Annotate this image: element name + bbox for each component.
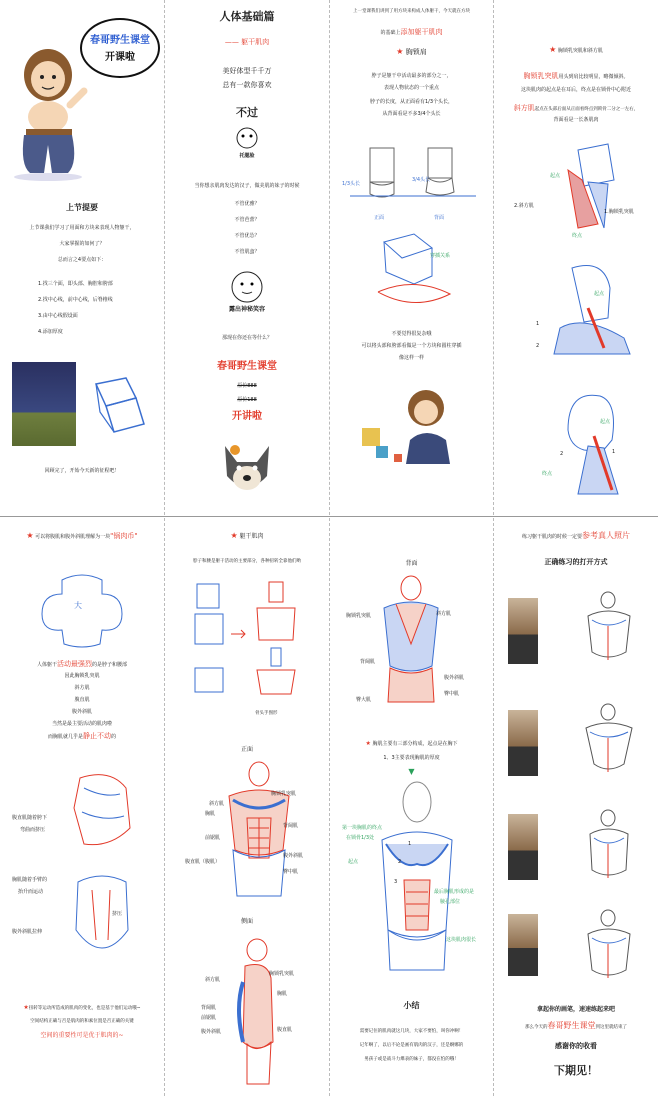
- muscle-number: 1: [536, 321, 540, 327]
- view-heading: 正面: [240, 746, 253, 753]
- body-text: 人体躯干: [36, 662, 57, 668]
- summary-line: 需要记住的肌肉就这几块，大家不要怕，叫你冲啊！: [359, 1029, 464, 1034]
- chest-label: 这块肌肉很长: [446, 937, 477, 943]
- panel-back-chest: [330, 518, 493, 1096]
- muscle-label: 前锯肌: [201, 1015, 217, 1021]
- brand-title: 春哥野生课堂: [217, 361, 277, 372]
- reference-photo: [508, 814, 538, 880]
- bubble-line-1: 春哥野生课堂: [90, 35, 150, 46]
- panel-torso-muscles: [165, 518, 329, 1096]
- summary-line: 男孩子或是战斗力爆表的妹子，都没在怕的哦！: [364, 1057, 459, 1062]
- side-torso-muscles-diagram: [227, 938, 287, 1088]
- muscle-line: 这块肌肉的起点是在耳后，终点是在锁骨中心附近: [520, 87, 631, 93]
- thanks-line: 感谢你的收看: [555, 1042, 597, 1050]
- recap-line: 总而言之4要点如下：: [57, 257, 107, 263]
- body-line: [0, 660, 164, 669]
- chest-number: 1: [408, 841, 412, 847]
- panel-practice: [494, 518, 658, 1096]
- muscle-label: 斜方肌: [205, 977, 221, 983]
- chest-label: 第一块胸肌的终点: [342, 825, 383, 831]
- muscle-name: 胸锁乳突肌: [523, 72, 559, 80]
- muscle-label: 1.胸锁乳突肌: [604, 209, 634, 215]
- star-icon: ★: [396, 47, 404, 56]
- body-highlight: 活动最强烈: [57, 660, 92, 668]
- star-icon: ★: [26, 531, 34, 540]
- section-title: 胸锁乳突肌和斜方肌: [557, 48, 603, 54]
- section-heading: [494, 46, 658, 55]
- muscle-desc: 用头到肩比较明显，略微倾斜。: [558, 74, 629, 80]
- muscle-label: 胸肌: [277, 991, 288, 997]
- next-episode: 下期见！: [554, 1064, 598, 1077]
- muscle-line: 背面看是一长条肌肉: [553, 117, 599, 123]
- figure-sketch: [578, 808, 642, 888]
- closing-line: 拿起你的画笔，速速练起来吧: [536, 1006, 615, 1013]
- footer-text: 扭转等运动所造成的肌肉的变化，也是基于他们运动哦~: [28, 1006, 141, 1011]
- point-label: 终点: [542, 471, 553, 477]
- chest-number: 3: [394, 879, 398, 885]
- panel-recap: [0, 0, 164, 515]
- closing-text: 到这里就结束了: [595, 1025, 627, 1030]
- muscle-number: 2: [560, 451, 564, 457]
- question-item: 不管优雅？: [234, 201, 260, 207]
- recap-point: 3.由中心线假设面: [38, 313, 78, 319]
- muscle-label: 背阔肌: [360, 659, 376, 665]
- old-price: 原价188: [237, 397, 257, 403]
- recap-footer: 回顾完了，开始今天新的征程吧！: [44, 468, 120, 474]
- emoji-caption: 托腮脸: [239, 153, 255, 159]
- closing-brand: 春哥野生课堂: [547, 1021, 596, 1030]
- neck-muscle-diagram-front: [538, 140, 638, 230]
- section-title: 上节提要: [66, 203, 98, 212]
- muscle-label: 臀中肌: [283, 869, 299, 875]
- muscle-label: 斜方肌: [209, 801, 225, 807]
- note-line: 像这样一样: [398, 355, 424, 361]
- muscle-label: 腹直肌（腹肌）: [185, 859, 221, 865]
- annotation: 腹直肌随着胯下: [12, 815, 48, 821]
- muscle-label: 胸肌: [205, 811, 216, 817]
- muscle-label: 胸锁乳突肌: [346, 613, 372, 619]
- section-title: 可以将腹肌和腹外斜肌理解为一块: [35, 534, 111, 540]
- question-line: 当你想亲肌肉发达的汉子，做美肌的妹子的时候: [194, 183, 300, 189]
- recap-point: 4.添加厚度: [38, 329, 63, 335]
- star-icon: ★: [23, 1004, 29, 1011]
- page-title: 人体基础篇: [219, 10, 275, 23]
- panel-neck: [330, 0, 493, 515]
- body-line: 腹外斜肌: [71, 709, 92, 715]
- panel-intro: [165, 0, 329, 515]
- body-line: 斜方肌: [74, 685, 90, 691]
- intro-line: 上一堂课我们讲到了用方块来构成人体躯干，今天就在方块: [353, 9, 470, 14]
- neck-label: 1/3头长: [342, 181, 361, 187]
- muscle-label: 背阔肌: [201, 1005, 217, 1011]
- point-label: 终点: [572, 233, 583, 239]
- panel-neck-muscles: [494, 0, 658, 515]
- star-icon: ★: [365, 740, 371, 747]
- desc-line: 表现人物状态的一个重点: [383, 85, 439, 91]
- recap-point: 2.找中心线，前中心线，后脊椎线: [38, 297, 113, 303]
- muscle-number: 2: [536, 343, 540, 349]
- muscle-number: 1: [612, 449, 616, 455]
- muscle-label: 腹直肌: [277, 1027, 293, 1033]
- neck-label: 3/4头长: [412, 177, 431, 183]
- muscle-label: 腹外斜肌: [444, 675, 465, 681]
- back-torso-muscles-diagram: [376, 574, 446, 704]
- title-highlight: "锅肉币": [110, 532, 138, 540]
- figure-sketch: [578, 702, 642, 782]
- reference-photo: [508, 710, 538, 776]
- muscle-line: [494, 104, 658, 114]
- pot-glyph: 大: [74, 601, 82, 610]
- not-heading: 不过: [236, 106, 258, 119]
- section-title: 胸肌主要有三部分构成，起点是在胸下: [372, 741, 458, 747]
- arrow-down-icon: ▼: [408, 767, 415, 776]
- muscle-label: 前锯肌: [205, 835, 221, 841]
- desc-line: 脖子和腰是躯干活动的主要部分，各种扭转全靠他们哟: [193, 559, 301, 564]
- reference-photo: [508, 598, 538, 664]
- muscle-label: 背阔肌: [283, 823, 299, 829]
- desc-line: 从背面看是不多3/4个头长: [382, 111, 441, 117]
- annotation: 弯曲而挤压: [20, 827, 46, 833]
- intro-line: [330, 28, 493, 37]
- star-icon: ★: [230, 531, 238, 540]
- annotation: 腹外斜肌拉伸: [12, 929, 43, 935]
- torso-bend-sketch: [60, 768, 140, 858]
- row-divider: [0, 516, 658, 517]
- footer-line: 空间结构正确与否是肌肉的和素位置是否正确的关键: [30, 1019, 134, 1024]
- practice-line: [494, 532, 658, 541]
- star-icon: ★: [549, 45, 557, 54]
- muscle-label: 腹外斜肌: [201, 1029, 222, 1035]
- wear-label: 穿插关系: [430, 253, 451, 259]
- smirk-face-icon: [230, 270, 264, 304]
- muscle-name: 斜方肌: [513, 104, 535, 112]
- girl-blocks-illustration: [354, 380, 464, 470]
- muscle-label: 2.斜方肌: [514, 203, 534, 209]
- muscle-line: [494, 72, 658, 81]
- note-line: 可以将头部和胯部看做是一个方块和圆柱穿插: [361, 343, 462, 349]
- recap-line: 大家掌握的如何了？: [59, 241, 105, 247]
- section-heading: [0, 532, 164, 541]
- intro-line: 总有一款你喜欢: [222, 81, 272, 89]
- annotation: 挤压: [112, 911, 123, 917]
- body-line: 当然是最主要活动的肌肉啦: [51, 721, 112, 727]
- question-item: 不管肌蛮？: [234, 249, 260, 255]
- old-price: 原价888: [237, 383, 257, 389]
- intro-prefix: 的基础上: [380, 30, 401, 36]
- bubble-line-2: 开课啦: [105, 52, 135, 63]
- body-line: 因此胸锁乳突肌: [64, 673, 100, 679]
- practice-highlight: 参考真人照片: [582, 531, 630, 540]
- intro-line: 美好体型千千万: [222, 67, 272, 75]
- chest-label: 腋孔部位: [440, 899, 461, 905]
- body-text: 的: [111, 734, 117, 740]
- muscle-label: 斜方肌: [436, 611, 452, 617]
- neck-muscle-diagram-side: [544, 258, 634, 358]
- muscle-label: 臀中肌: [444, 691, 460, 697]
- chest-label: 最后胸肌形成的是: [434, 889, 475, 895]
- section-title: 胸锁肩: [405, 48, 427, 56]
- torso-box-sketch: [86, 372, 156, 442]
- ask-line: 那现在你还在等什么？: [221, 335, 272, 341]
- caption: 骨头手图形: [255, 711, 278, 716]
- section-subtitle: 1、3主要表现胸肌的厚度: [383, 755, 440, 761]
- summary-line: 记年啊了，以后不论是画有肌肉的汉子，还是婀娜的: [359, 1043, 464, 1048]
- view-label: 正面: [374, 215, 385, 221]
- panel-abs: [0, 518, 164, 1096]
- view-label: 背面: [434, 215, 445, 221]
- summary-heading: 小结: [403, 1001, 420, 1010]
- practice-subheading: 正确练习的打开方式: [544, 558, 608, 566]
- body-text: 而胸肌就几乎是: [47, 734, 83, 740]
- emoji-caption: 露出神秘笑容: [228, 306, 265, 313]
- closing-text: 那么今天的: [525, 1025, 548, 1030]
- chest-label: 在锁骨1/3处: [346, 835, 375, 841]
- section-heading: [165, 532, 329, 541]
- view-heading: 背面: [405, 560, 418, 567]
- dog-mascot-illustration: [215, 436, 279, 500]
- speech-bubble: [80, 18, 160, 78]
- baseball-photo: [12, 362, 76, 446]
- annotation: 抬升而运动: [18, 889, 44, 895]
- desc-line: 脖子是躯干中活动最多的部分之一，: [371, 73, 452, 79]
- muscle-label: 臀大肌: [356, 697, 372, 703]
- section-heading: [330, 48, 493, 56]
- reference-photo: [508, 914, 538, 976]
- practice-text: 练习躯干肌肉的时候一定要: [521, 534, 582, 540]
- view-heading: 侧面: [240, 918, 253, 925]
- muscle-label: 胸锁乳突肌: [271, 791, 297, 797]
- section-title: 躯干肌肉: [239, 533, 264, 540]
- annotation: 胸肌随着手臂的: [12, 877, 48, 883]
- chest-label: 起点: [348, 859, 359, 865]
- point-label: 起点: [594, 291, 605, 297]
- muscle-desc: 起点在头部后面从正面看终点到锁骨二分之一左右，: [534, 107, 639, 112]
- neck-muscle-diagram-profile: [548, 390, 638, 500]
- body-line: [0, 732, 164, 741]
- muscle-label: 腹外斜肌: [283, 853, 304, 859]
- figure-sketch: [578, 908, 642, 984]
- open-text: 开讲啦: [232, 411, 262, 422]
- question-item: 不管优怂？: [234, 233, 260, 239]
- note-line: 不要觉得很复杂哦: [391, 331, 432, 337]
- body-highlight: 静止不动: [83, 732, 111, 740]
- point-label: 起点: [550, 173, 561, 179]
- section-heading: [330, 740, 493, 748]
- figure-sketch: [578, 590, 642, 670]
- question-item: 不管芭蕾？: [234, 217, 260, 223]
- point-label: 起点: [600, 419, 611, 425]
- box-to-bone-sketch: [187, 578, 307, 698]
- emoji-face-icon: [232, 126, 262, 152]
- front-torso-muscles-diagram: [219, 760, 299, 900]
- page-subtitle: —— 躯干肌肉: [224, 38, 270, 46]
- pot-shape-sketch: [32, 570, 132, 650]
- desc-line: 脖子的长度，从正面看有1/3个头长，: [369, 99, 454, 105]
- muscle-label: 胸锁乳突肌: [269, 971, 295, 977]
- neck-shoulder-sketch: [374, 232, 454, 312]
- torso-twist-sketch: [62, 870, 142, 970]
- footer-highlight: 空间的重要性可是优于肌肉的~: [40, 1032, 124, 1039]
- closing-line: [494, 1022, 658, 1032]
- chest-muscles-diagram: [372, 780, 462, 980]
- body-text: 的是脖子和腰部: [92, 662, 128, 668]
- intro-highlight: 添加躯干肌肉: [400, 28, 443, 36]
- body-line: 腹直肌: [74, 697, 90, 703]
- chest-number: 2: [398, 859, 402, 865]
- recap-line: 上节课我们学习了用面和方块来表现人物躯干，: [29, 225, 135, 231]
- recap-point: 1.找三个面，即头部、胸腔和胯部: [38, 281, 113, 287]
- footer-line: [0, 1004, 164, 1013]
